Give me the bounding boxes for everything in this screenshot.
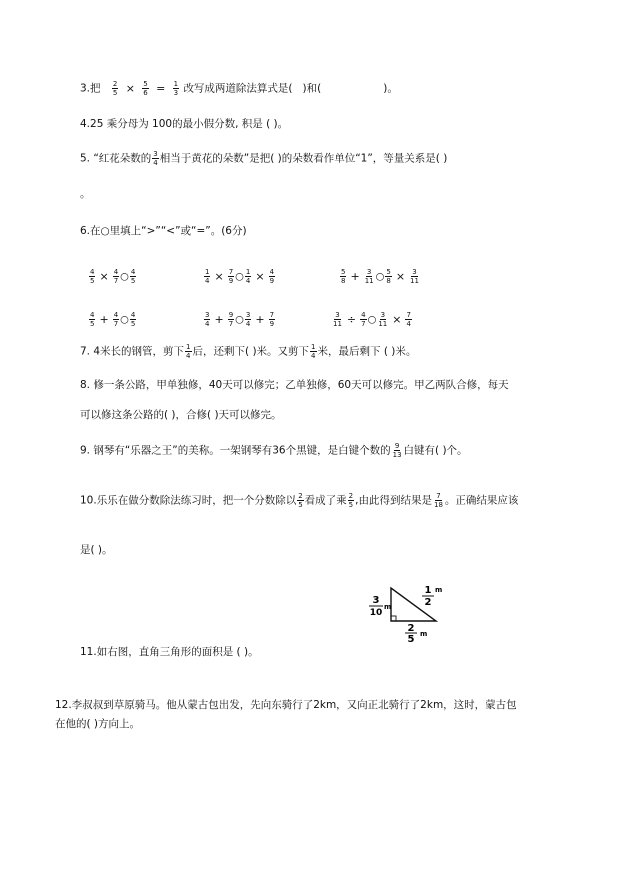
compare-circle[interactable]: ○ [235,314,244,326]
left-side-unit: m [384,603,392,611]
q7-text-c: 米，最后剩下 ( )米。 [317,345,417,358]
q6-item-4: $\frac{4}{5}$ + $\frac{4}{7}$ ○ $\frac{4}{5}$ [90,311,136,328]
question-12: 12.李叔叔到草原骑马。他从蒙古包出发，先向东骑行了2km，又向正北骑行了2km，这时，蒙古包 [55,699,517,711]
compare-circle[interactable]: ○ [375,271,385,283]
compare-circle[interactable]: ○ [367,314,377,326]
q3-fraction-1: $\frac{2}{5}$ [112,80,118,97]
right-angle-marker [391,616,396,621]
bottom-side-numerator: 2 [407,623,415,634]
times-sign: × [125,81,135,95]
question-7 [80,343,416,360]
q10-text-b: 看成了乘 [304,494,347,507]
question-4: 4.25 乘分母为 100的最小假分数, 积是 ( )。 [80,118,289,130]
q6-item-2: $\frac{1}{4}$ × $\frac{7}{9}$ ○ $\frac{1}{4}$ × $\frac{4}{9}$ [205,268,275,285]
q7-fraction-2: $\frac{1}{4}$ [311,343,316,360]
left-side-numerator: 3 [372,595,380,606]
q3-fraction-2: $\frac{5}{6}$ [143,80,148,97]
compare-circle[interactable]: ○ [120,314,129,326]
q7-text-b: 后，还剩下( )米。又剪下 [192,345,310,358]
q3-text-a: 改写成两道除法算式是( [183,82,293,95]
question-5 [80,150,447,167]
q7-text-a: 7. 4米长的钢管，剪下 [80,345,185,358]
right-triangle-figure [366,583,456,643]
compare-circle[interactable]: ○ [120,271,129,283]
question-5-line-2: 。 [80,188,91,200]
q10-fraction-3: $\frac{7}{18}$ [433,492,443,509]
bottom-side-unit: m [420,630,428,638]
q9-text-a: 9. 钢琴有“乐器之王”的美称。一架钢琴有36个黑键，是白键个数的 [80,444,391,457]
q10-fraction-1: $\frac{2}{5}$ [298,492,303,509]
q10-text-d: 。正确结果应该 [444,494,519,507]
q3-fraction-3: $\frac{1}{3}$ [173,80,179,97]
compare-circle[interactable]: ○ [235,271,244,283]
question-10-line-2: 是( )。 [80,544,113,556]
question-8: 8. 修一条公路，甲单独修，40天可以修完；乙单独修，60天可以修完。甲乙两队合修，每天 [80,379,509,391]
question-11: 11.如右图，直角三角形的面积是 ( )。 [80,646,259,658]
q3-prefix: 3.把 [80,82,101,95]
question-3 [80,80,398,97]
question-8-line-2: 可以修这条公路的( )，合修( )天可以修完。 [80,409,282,421]
q5-text-a: 5. “红花朵数的 [80,152,152,165]
question-12-line-2: 在他的( )方向上。 [55,718,141,730]
question-10 [80,492,518,509]
bottom-side-denominator: 5 [407,634,415,643]
q9-fraction: $\frac{9}{13}$ [392,442,402,459]
left-side-denominator: 10 [369,608,383,618]
q10-text-a: 10.乐乐在做分数除法练习时，把一个分数除以 [80,494,297,507]
q6-item-5: $\frac{3}{4}$ + $\frac{9}{7}$ ○ $\frac{3}{4}$ + $\frac{7}{9}$ [205,311,275,328]
q6-item-3: $\frac{5}{8}$ + $\frac{3}{11}$ ○ $\frac{5}{8}$ × $\frac{3}{11}$ [341,268,419,285]
hypotenuse-numerator: 1 [424,585,432,596]
q10-fraction-2: $\frac{2}{5}$ [348,492,354,509]
q5-fraction: $\frac{3}{4}$ [153,150,158,167]
q9-text-b: 白键有( )个。 [403,444,468,457]
equals-sign: = [156,81,166,95]
q6-item-1: $\frac{4}{5}$ × $\frac{4}{7}$ ○ $\frac{4}{5}$ [90,268,136,285]
q3-text-c: )。 [383,82,398,95]
hypotenuse-unit: m [435,586,443,594]
question-9 [80,442,468,459]
q5-text-b: 相当于黄花的朵数”是把( )的朵数看作单位“1”，等量关系是( ) [159,152,448,165]
q7-fraction-1: $\frac{1}{4}$ [186,343,191,360]
q6-item-6: $\frac{3}{11}$ ÷ $\frac{4}{7}$ ○ $\frac{3}{11}$ × $\frac{7}{4}$ [333,311,411,328]
hypotenuse-denominator: 2 [424,597,432,608]
question-6-title: 6.在○里填上“>”“<”或“=”。(6分) [80,225,247,237]
q3-text-b: )和( [302,82,322,95]
q10-text-c: ,由此得到结果是 [355,494,432,507]
